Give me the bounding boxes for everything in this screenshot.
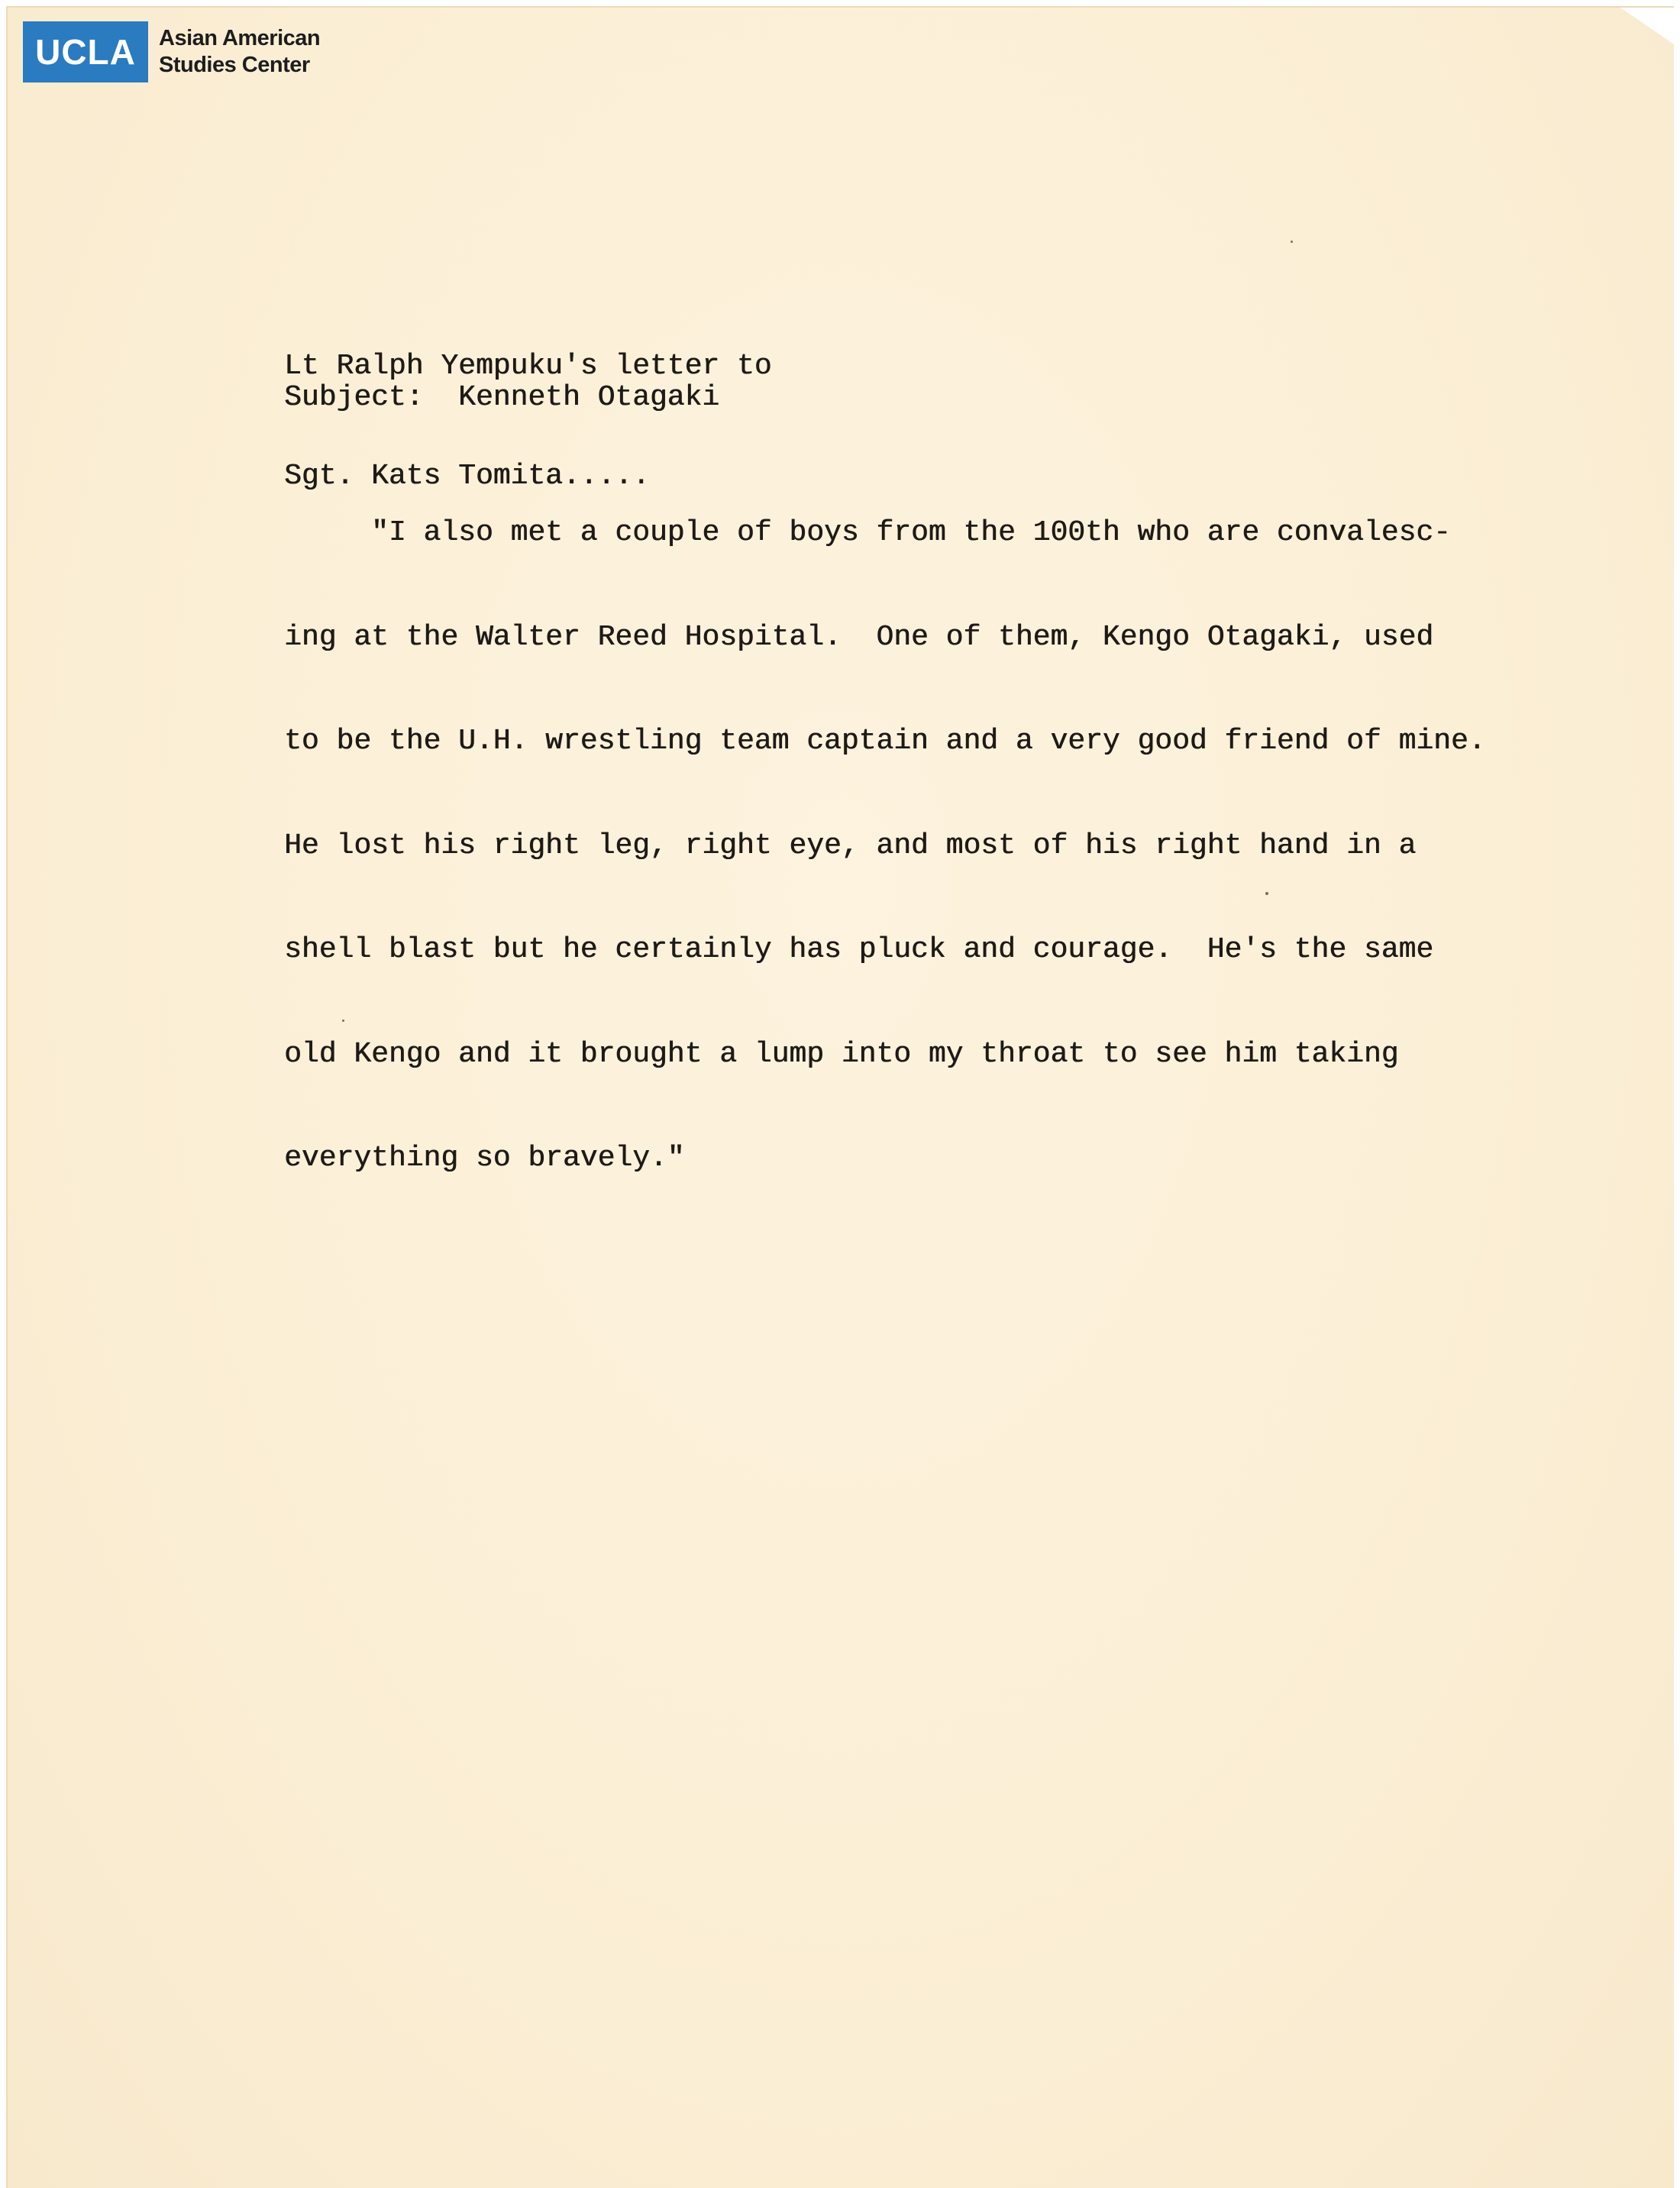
logo-caption — [159, 25, 320, 79]
body-line: "I also met a couple of boys from the 100th who are convalesc- — [284, 516, 1451, 549]
letter-page — [6, 6, 1674, 2188]
letter-subject: Subject: Kenneth Otagaki — [284, 381, 720, 414]
letter-body — [284, 446, 1485, 1246]
paper-speck — [1265, 892, 1268, 895]
body-line: ing at the Walter Reed Hospital. One of them, Kengo Otagaki, used — [284, 620, 1434, 654]
folded-corner — [1620, 8, 1674, 44]
header-line-2: Sgt. Kats Tomita..... — [284, 460, 650, 493]
ucla-aasc-logo — [23, 21, 320, 82]
body-line: to be the U.H. wrestling team captain and a very good friend of mine. — [284, 725, 1486, 758]
body-line: shell blast but he certainly has pluck and courage. He's the same — [284, 933, 1434, 966]
body-line: old Kengo and it brought a lump into my throat to see him taking — [284, 1037, 1399, 1071]
body-line: He lost his right leg, right eye, and most of his right hand in a — [284, 829, 1417, 862]
logo-caption-line1: Asian American — [159, 26, 321, 50]
paper-speck — [1291, 241, 1293, 243]
logo-caption-line2: Studies Center — [159, 53, 310, 77]
paper-speck — [342, 1020, 344, 1022]
header-line-1: Lt Ralph Yempuku's letter to — [284, 350, 772, 383]
body-line: everything so bravely." — [284, 1142, 685, 1175]
ucla-logo-mark: UCLA — [23, 21, 148, 82]
